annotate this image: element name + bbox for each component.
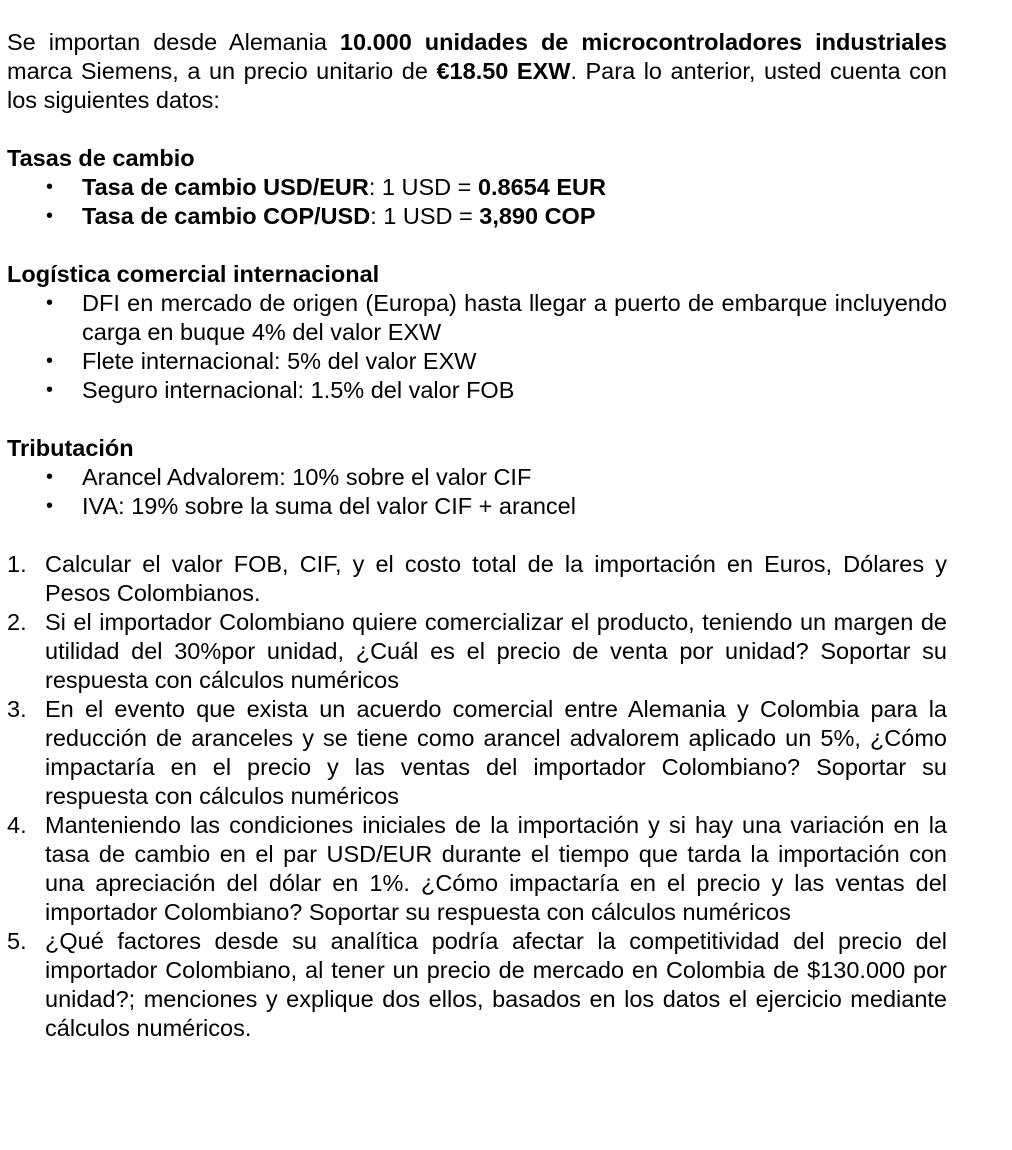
list-item: • DFI en mercado de origen (Europa) hasta llegar a puerto de embarque incluyendo carga en buque 4% del valor EXW bbox=[82, 289, 947, 347]
question-item bbox=[7, 608, 947, 695]
intro-price: €18.50 EXW bbox=[436, 58, 571, 84]
document-page bbox=[7, 28, 947, 1043]
rate-value: 0.8654 EUR bbox=[477, 174, 606, 200]
rate-label: Tasa de cambio USD/EUR bbox=[82, 174, 369, 200]
question-number: 5. bbox=[7, 928, 27, 954]
logistica-list bbox=[7, 289, 947, 405]
list-item: • Arancel Advalorem: 10% sobre el valor CIF bbox=[82, 463, 947, 492]
list-item bbox=[82, 173, 947, 202]
intro-paragraph bbox=[7, 28, 947, 115]
question-item bbox=[7, 695, 947, 811]
question-text: Manteniendo las condiciones iniciales de la importación y si hay una variación en la tasa de cambio en el par USD/EUR durante el tiempo que tarda la importación con una apreciación del dólar en 1%. ¿Cómo impactaría en el precio y las ventas del importador Colombiano? Soportar su respuesta con cálculos numéricos bbox=[45, 812, 947, 925]
intro-text-3: . Para lo anterior, usted cuenta con los siguientes datos: bbox=[7, 58, 947, 113]
list-item: • IVA: 19% sobre la suma del valor CIF + arancel bbox=[82, 492, 947, 521]
intro-product: 10.000 unidades de microcontroladores industriales bbox=[339, 29, 947, 55]
list-item bbox=[82, 202, 947, 231]
section-title-logistica: Logística comercial internacional bbox=[7, 261, 380, 287]
rate-mid: : 1 USD = bbox=[370, 203, 480, 229]
intro-text-1: Se importan desde Alemania bbox=[7, 29, 340, 55]
question-item bbox=[7, 811, 947, 927]
question-text: En el evento que exista un acuerdo comercial entre Alemania y Colombia para la reducción de aranceles y se tiene como arancel advalorem aplicado un 5%, ¿Cómo impactaría en el precio y las ventas del importador Colombiano? Soportar su respuesta con cálculos numéricos bbox=[45, 696, 947, 809]
rate-mid: : 1 USD = bbox=[368, 174, 478, 200]
section-title-tasas: Tasas de cambio bbox=[7, 145, 195, 171]
list-item: • Flete internacional: 5% del valor EXW bbox=[82, 347, 947, 376]
section-title-tributacion: Tributación bbox=[7, 435, 134, 461]
question-number: 3. bbox=[7, 696, 27, 722]
list-item: • Seguro internacional: 1.5% del valor FOB bbox=[82, 376, 947, 405]
tasas-list bbox=[7, 173, 947, 231]
intro-text-2: marca Siemens, a un precio unitario de bbox=[7, 58, 437, 84]
questions-list bbox=[7, 550, 947, 1043]
question-text: Si el importador Colombiano quiere comercializar el producto, teniendo un margen de utilidad del 30%por unidad, ¿Cuál es el precio de venta por unidad? Soportar su respuesta con cálculos numéricos bbox=[45, 609, 947, 693]
rate-label: Tasa de cambio COP/USD bbox=[82, 203, 371, 229]
question-number: 2. bbox=[7, 609, 27, 635]
question-item bbox=[7, 927, 947, 1043]
question-number: 1. bbox=[7, 551, 27, 577]
rate-value: 3,890 COP bbox=[479, 203, 596, 229]
tributacion-list bbox=[7, 463, 947, 521]
question-text: ¿Qué factores desde su analítica podría afectar la competitividad del precio del importador Colombiano, al tener un precio de mercado en Colombia de $130.000 por unidad?; menciones y explique dos ellos, basados en los datos el ejercicio mediante cálculos numéricos. bbox=[45, 928, 947, 1041]
question-text: Calcular el valor FOB, CIF, y el costo total de la importación en Euros, Dólares y Pesos Colombianos. bbox=[45, 551, 947, 606]
question-item bbox=[7, 550, 947, 608]
question-number: 4. bbox=[7, 812, 27, 838]
